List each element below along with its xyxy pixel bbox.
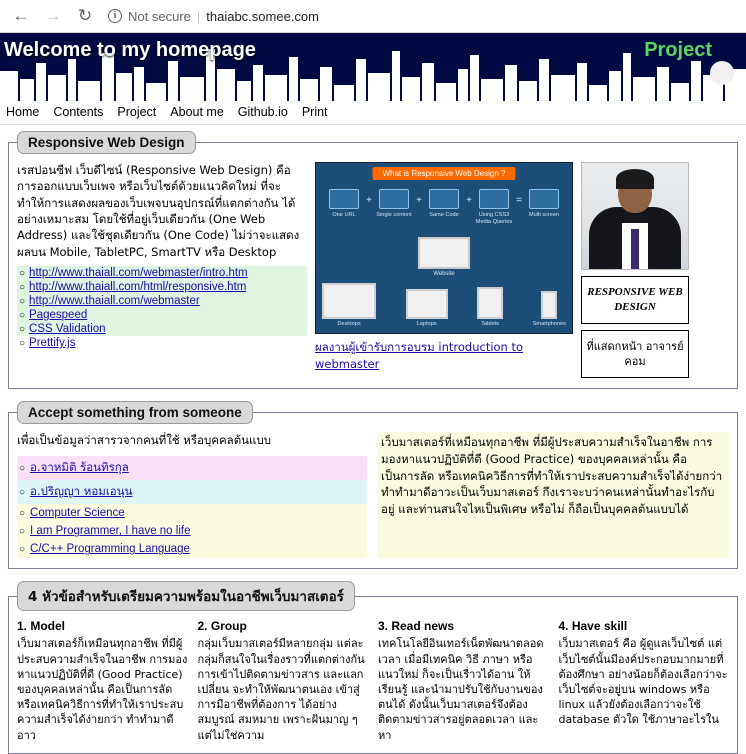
- plus-icon: +: [366, 195, 372, 206]
- section2-link-list: [17, 456, 367, 558]
- section2-left-column: [17, 432, 367, 558]
- reload-icon[interactable]: ↻: [77, 6, 93, 25]
- multiscreen-icon: [529, 189, 559, 209]
- section-accept-something: [8, 401, 738, 569]
- link-responsive-htm[interactable]: http://www.thaiall.com/html/responsive.htm: [29, 280, 247, 293]
- section3-legend: 4 หัวข้อสำหรับเตรียมความพร้อมในอาชีพเว็บมาสเตอร์: [17, 581, 355, 611]
- plus-icon: +: [466, 195, 472, 206]
- infographic-label: Single content: [376, 212, 412, 218]
- list-item[interactable]: [17, 540, 367, 558]
- responsive-infographic: [315, 162, 573, 334]
- nav-item-github[interactable]: Github.io: [237, 105, 288, 119]
- nav-item-contents[interactable]: Contents: [53, 105, 104, 119]
- list-item[interactable]: [17, 322, 307, 336]
- topic-group: [198, 619, 369, 742]
- bullet-icon: ○: [19, 463, 26, 475]
- list-item[interactable]: [17, 294, 307, 308]
- site-banner: [0, 33, 746, 101]
- link-i-am-programmer[interactable]: I am Programmer, I have no life: [30, 525, 191, 538]
- bullet-icon: ○: [19, 544, 26, 556]
- section1-left-column: [17, 162, 307, 378]
- topic-text: เว็บมาสเตอร์ก็เหมือนทุกอาชีพ ที่มีผู้ประสบความสำเร็จในอาชีพ การมองหาแนวปฏิบัติที่ดี (Good Practice) ของบุคคลเหล่านั้น คือเป็นการลัด หรือเทคนิควิธีการที่ทำให้เราประสบความสำเร็จได้ง่ายกว่า ทำทำมาดีอาว: [17, 637, 188, 742]
- infographic-heading: What is Responsive Web Design ?: [372, 167, 515, 180]
- infographic-label: Using CSS3 Media Queries: [475, 212, 513, 225]
- topic-text: เว็บมาสเตอร์ คือ ผู้ดูแลเว็บไซต์ แต่เว็บไซต์นั้นมีองค์ประกอบมากมายที่ต้องศึกษา อย่างน้อยก็ต้องเลือกว่าจะเว็บไซต์จะอยู่บน windows หรือ linux แล้วยังต้องเลือกว่าจะใช้ database ตัวใด ใช้ภาษาอะไรใน: [558, 637, 728, 727]
- desktop-icon: [322, 283, 376, 319]
- bullet-icon: ○: [19, 267, 26, 279]
- section-responsive-web-design: [8, 131, 738, 389]
- infographic-label: Smartphones: [532, 321, 566, 327]
- section2-legend: Accept something from someone: [17, 401, 253, 424]
- link-computer-science[interactable]: Computer Science: [30, 507, 125, 520]
- nav-item-about-me[interactable]: About me: [170, 105, 224, 119]
- address-bar[interactable]: [104, 4, 738, 28]
- topic-text: เทคโนโลยีอินเทอร์เน็ตพัฒนาตลอดเวลา เมื่อมีเทคนิค วิธี ภาษา หรือแนวใหม่ ก็จะเป็นเรื่าวได้อาน ให้เรียนรู้ และนำมาปรับใช้กับงานของตนได้ ดังนั้นเว็บมาสเตอร์จึงต้องติดตามข่าวสารอยู่ตลอดเวลา และหา: [378, 637, 544, 742]
- link-training-results[interactable]: ผลงานผู้เข้ารับการอบรม introduction to webmaster: [315, 340, 524, 371]
- nav-item-print[interactable]: Print: [301, 105, 328, 119]
- photo-hair: [616, 169, 654, 189]
- bullet-icon: ○: [19, 487, 26, 499]
- equals-icon: =: [516, 195, 522, 206]
- link-person-1[interactable]: อ.จาหมิติ ร้อนทิรกุล: [30, 460, 129, 475]
- banner-project-label: Project: [644, 39, 712, 61]
- link-pagespeed[interactable]: Pagespeed: [29, 308, 88, 321]
- section1-legend: Responsive Web Design: [17, 131, 196, 154]
- plus-icon: +: [416, 195, 422, 206]
- section1-right-column: [581, 162, 689, 378]
- list-item[interactable]: [17, 308, 307, 322]
- bullet-icon: ○: [19, 323, 26, 335]
- link-intro-htm[interactable]: http://www.thaiall.com/webmaster/intro.htm: [29, 266, 248, 279]
- infographic-item-media-queries: [472, 189, 516, 225]
- topic-have-skill: [559, 619, 730, 742]
- topic-heading: 2. Group: [197, 619, 247, 634]
- section2-intro: เพื่อเป็นข้อมูลว่าสารวจากคนที่ใช้ หรือบุคคลต้นแบบ: [17, 433, 272, 448]
- link-css-validation[interactable]: CSS Validation: [29, 322, 106, 335]
- section2-description: เว็บมาสเตอร์ที่เหมือนทุกอาชีพ ที่มีผู้ประสบความสำเร็จในอาชีพ การมองหาแนวปฏิบัติที่ดี (Good Practice) ของบุคคลเหล่านั้น คือเป็นการลัด หรือเทคนิควิธีการที่ทำให้เราประสบความสำเร็จได้ง่ายกว่า ทำทำมาดีอาวะเป็นเว็บมาสเตอร์ กึงเราจะบว่าคนเหล่านั้นทำอะไรกับอยู่ และท่านสนใจไหเป็นพิเศษ หรือไม่ ก็ถือเป็นบุคคลต้นแบบได้: [381, 435, 723, 517]
- infographic-item-same-code: [422, 189, 466, 219]
- list-item[interactable]: [17, 522, 367, 540]
- code-icon: [429, 189, 459, 209]
- infographic-item-multi-screen: [522, 189, 566, 219]
- section2-right-column: [377, 432, 729, 558]
- bullet-icon: ○: [19, 337, 26, 349]
- bullet-icon: ○: [19, 281, 26, 293]
- forward-arrow-icon[interactable]: →: [44, 6, 62, 25]
- url-text: thaiabc.somee.com: [206, 8, 319, 24]
- topic-read-news: [378, 619, 549, 742]
- link-prettify-js[interactable]: Prettify.js: [29, 336, 76, 349]
- infographic-device-laptop: [406, 289, 448, 327]
- topic-heading: 1. Model: [17, 619, 66, 634]
- infographic-item-one-url: [322, 189, 366, 219]
- nav-item-project[interactable]: Project: [117, 105, 157, 119]
- topic-heading: 4. Have skill: [558, 619, 628, 634]
- link-webmaster[interactable]: http://www.thaiall.com/webmaster: [29, 294, 200, 307]
- infographic-item-single-content: [372, 189, 416, 219]
- topic-model: [17, 619, 188, 742]
- security-status-label: Not secure: [128, 8, 191, 24]
- infographic-label: One URL: [332, 212, 356, 218]
- section1-middle-column: [315, 162, 573, 378]
- photo-tie: [631, 229, 639, 269]
- infographic-label: Tablets: [481, 321, 499, 327]
- link-c-cpp-programming[interactable]: C/C++ Programming Language: [30, 543, 190, 556]
- smartphone-icon: [541, 291, 557, 319]
- infographic-label: Website: [433, 271, 455, 277]
- info-icon[interactable]: i: [108, 9, 122, 23]
- bullet-icon: ○: [19, 526, 26, 538]
- list-item[interactable]: [17, 504, 367, 522]
- page-content: [0, 125, 746, 754]
- list-item[interactable]: [17, 280, 307, 294]
- list-item[interactable]: [17, 480, 367, 504]
- infographic-device-tablet: [477, 287, 503, 327]
- section-four-topics: [8, 581, 738, 753]
- site-title: Welcome to my homepage: [4, 39, 256, 61]
- infographic-label: Laptops: [416, 321, 437, 327]
- infographic-label: Same Code: [429, 212, 459, 218]
- list-item[interactable]: [17, 266, 307, 280]
- back-arrow-icon[interactable]: ←: [12, 6, 30, 25]
- moon-decoration: [710, 61, 734, 85]
- infographic-label: Desktops: [337, 321, 361, 327]
- tablet-icon: [477, 287, 503, 319]
- section1-paragraph: เรสปอนซีฟ เว็บดีไซน์ (Responsive Web Design) คือ การออกแบบเว็บเพจ หรือเว็บไซต์ด้วยแนวคิดใหม่ ที่จะทำให้การแสดงผลของเว็บเพจบนอุปกรณ์ที่แตกต่างกัน ได้อย่างเหมาะสม โดยใช้ที่อยู่เว็บเดียวกัน (One Web Address) และใช้ชุดเดียวกัน (One Code) ไม่ว่าจะแสดงผลบน Mobile, TabletPC, SmartTV หรือ Desktop: [17, 163, 300, 259]
- globe-icon: [329, 189, 359, 209]
- bullet-icon: ○: [19, 508, 26, 520]
- list-item[interactable]: [17, 336, 307, 350]
- document-icon: [379, 189, 409, 209]
- list-item[interactable]: [17, 456, 367, 480]
- infographic-website-node: [414, 237, 474, 277]
- infographic-label: Multi screen: [528, 212, 560, 218]
- omnibox-divider: |: [196, 8, 201, 24]
- css-icon: [479, 189, 509, 209]
- browser-window-icon: [418, 237, 470, 269]
- section1-link-list: [17, 266, 307, 350]
- infographic-device-smartphone: [533, 291, 566, 327]
- nav-item-home[interactable]: Home: [6, 105, 40, 119]
- site-nav: [0, 101, 746, 125]
- badge-responsive-web-design: RESPONSIVE WEB DESIGN: [581, 276, 689, 324]
- topic-text: กลุ่มเว็บมาสเตอร์มีหลายกลุ่ม แต่ละกลุ่มก็สนใจในเรื่องราวที่แตกต่างกัน การเข้าไปติดตามข่าวสาร และแลกเปลี่ยน จะทำให้พัฒนาตนเอง เข้าสู่การมีอาชีพที่ต้องการ ได้อย่างสมบูรณ์ สมหมาย เพราะฝันมาญ ๆ แต่ไม่ใช่ความ: [197, 637, 365, 742]
- bullet-icon: ○: [19, 295, 26, 307]
- badge-teacher-label: ที่แสดกหน้า อาจารย์คอม: [581, 330, 689, 379]
- link-person-2[interactable]: อ.ปริญญา หอมเอนุน: [30, 484, 133, 499]
- infographic-device-desktop: [322, 283, 376, 327]
- browser-toolbar: [0, 0, 746, 33]
- topic-heading: 3. Read news: [378, 619, 455, 634]
- portrait-photo: [581, 162, 689, 270]
- laptop-icon: [406, 289, 448, 319]
- bullet-icon: ○: [19, 309, 26, 321]
